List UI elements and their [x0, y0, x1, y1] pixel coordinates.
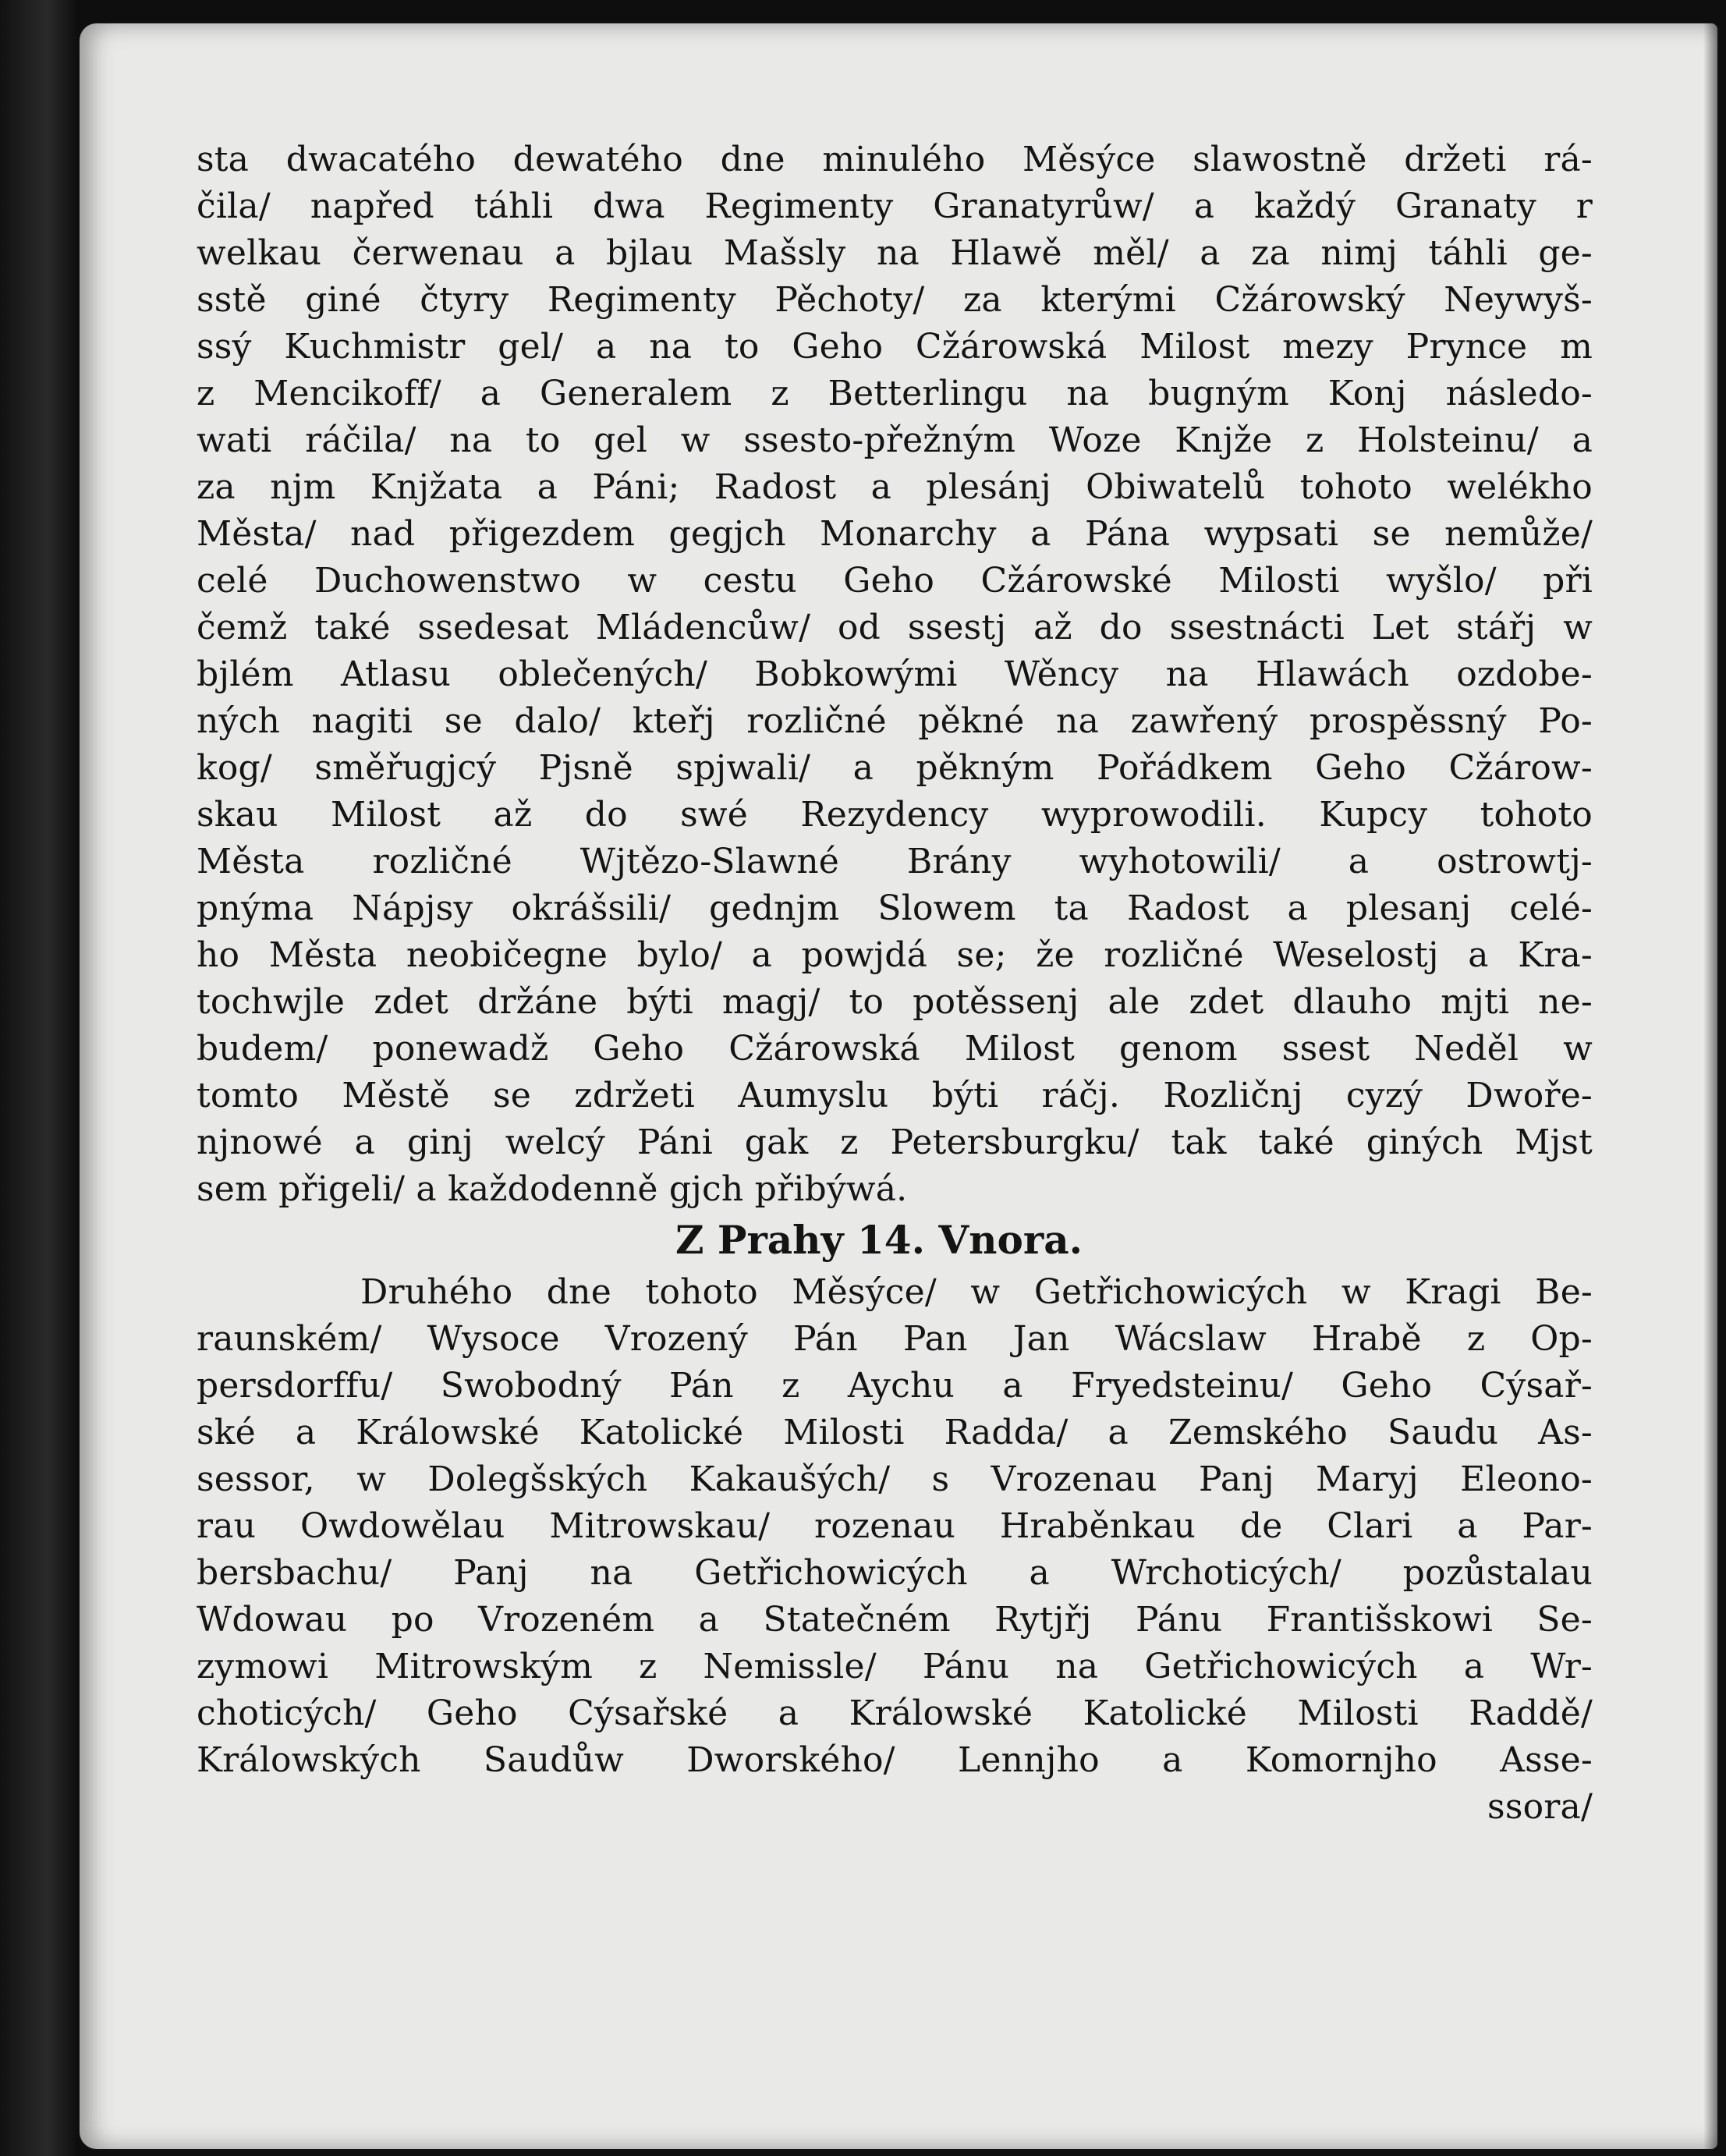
- text-line: Druhého dne tohoto Měsýce/ w Getřichowicých w Kragi Be-: [360, 1272, 1593, 1312]
- text-line: welkau čerwenau a bjlau Mašsly na Hlawě měl/ a za nimj táhli ge-: [197, 233, 1593, 273]
- text-line: kog/ směřugjcý Pjsně spjwali/ a pěkným Pořádkem Geho Cžárow-: [197, 748, 1593, 788]
- text-line: ho Města neobičegne bylo/ a powjdá se; že rozličné Weselostj a Kra-: [197, 935, 1593, 975]
- text-line: bjlém Atlasu oblečených/ Bobkowými Wěncy na Hlawách ozdobe-: [197, 654, 1593, 694]
- text-line: budem/ ponewadž Geho Cžárowská Milost genom ssest Neděl w: [197, 1029, 1593, 1069]
- text-line: z Mencikoff/ a Generalem z Betterlingu na bugným Konj následo-: [197, 374, 1593, 413]
- text-line: tochwjle zdet držáne býti magj/ to potěssenj ale zdet dlauho mjti ne-: [197, 982, 1593, 1022]
- text-line: pnýma Nápjsy okrášsili/ gednjm Slowem ta Radost a plesanj celé-: [197, 888, 1593, 928]
- text-line: skau Milost až do swé Rezydency wyprowodili. Kupcy tohoto: [197, 795, 1593, 835]
- text-line: njnowé a ginj welcý Páni gak z Petersburgku/ tak také giných Mjst: [197, 1122, 1593, 1162]
- text-line: čemž také ssedesat Mládencůw/ od ssestj až do ssestnácti Let stářj w: [197, 608, 1593, 647]
- text-line: Králowských Saudůw Dworského/ Lennjho a Komornjho Asse-: [197, 1740, 1593, 1780]
- text-line: persdorffu/ Swobodný Pán z Aychu a Fryedsteinu/ Geho Cýsař-: [197, 1366, 1593, 1406]
- paragraph-1: [197, 137, 1593, 1213]
- catchword: ssora/: [1487, 1787, 1593, 1827]
- text-line: čila/ napřed táhli dwa Regimenty Granatyrůw/ a každý Granaty r: [197, 186, 1593, 226]
- text-line: ných nagiti se dalo/ kteřj rozličné pěkné na zawřený prospěssný Po-: [197, 701, 1593, 741]
- page-sheet: [80, 23, 1717, 2149]
- text-line: sta dwacatého dewatého dne minulého Měsýce slawostně držeti rá-: [197, 140, 1593, 179]
- text-line: wati ráčila/ na to gel w ssesto-přežným Woze Knjže z Holsteinu/ a: [197, 420, 1593, 460]
- text-line: raunském/ Wysoce Vrozený Pán Pan Jan Wácslaw Hrabě z Op-: [197, 1319, 1593, 1359]
- text-line: za njm Knjžata a Páni; Radost a plesánj Obiwatelů tohoto welékho: [197, 467, 1593, 507]
- paragraph-2: [197, 1269, 1593, 1831]
- text-line: sessor, w Dolegšských Kakaušých/ s Vrozenau Panj Maryj Eleono-: [197, 1459, 1593, 1499]
- text-line: zymowi Mitrowským z Nemissle/ Pánu na Getřichowicých a Wr-: [197, 1647, 1593, 1686]
- text-line: tomto Městě se zdržeti Aumyslu býti ráčj. Rozličnj cyzý Dwoře-: [197, 1076, 1593, 1115]
- text-line: rau Owdowělau Mitrowskau/ rozenau Hraběnkau de Clari a Par-: [197, 1506, 1593, 1546]
- text-line: sem přigeli/ a každodenně gjch přibýwá.: [197, 1169, 908, 1209]
- text-line: sstě giné čtyry Regimenty Pěchoty/ za kterými Cžárowský Neywyš-: [197, 280, 1593, 320]
- text-line: Města/ nad přigezdem gegjch Monarchy a Pána wypsati se nemůže/: [197, 514, 1593, 554]
- text-line: ssý Kuchmistr gel/ a na to Geho Cžárowská Milost mezy Prynce m: [197, 327, 1593, 367]
- text-line: bersbachu/ Panj na Getřichowicých a Wrchoticých/ pozůstalau: [197, 1553, 1593, 1593]
- text-line: Města rozličné Wjtězo-Slawné Brány wyhotowili/ a ostrowtj-: [197, 842, 1593, 881]
- text-line: choticých/ Geho Cýsařské a Králowské Katolické Milosti Raddě/: [197, 1693, 1593, 1733]
- text-line: ské a Králowské Katolické Milosti Radda/ a Zemského Saudu As-: [197, 1413, 1593, 1452]
- dateline-heading: Z Prahy 14. Vnora.: [675, 1217, 1083, 1263]
- text-body: [197, 137, 1593, 1831]
- text-line: Wdowau po Vrozeném a Statečném Rytjřj Pánu Františskowi Se-: [197, 1600, 1593, 1640]
- text-line: celé Duchowenstwo w cestu Geho Cžárowské Milosti wyšlo/ při: [197, 561, 1593, 601]
